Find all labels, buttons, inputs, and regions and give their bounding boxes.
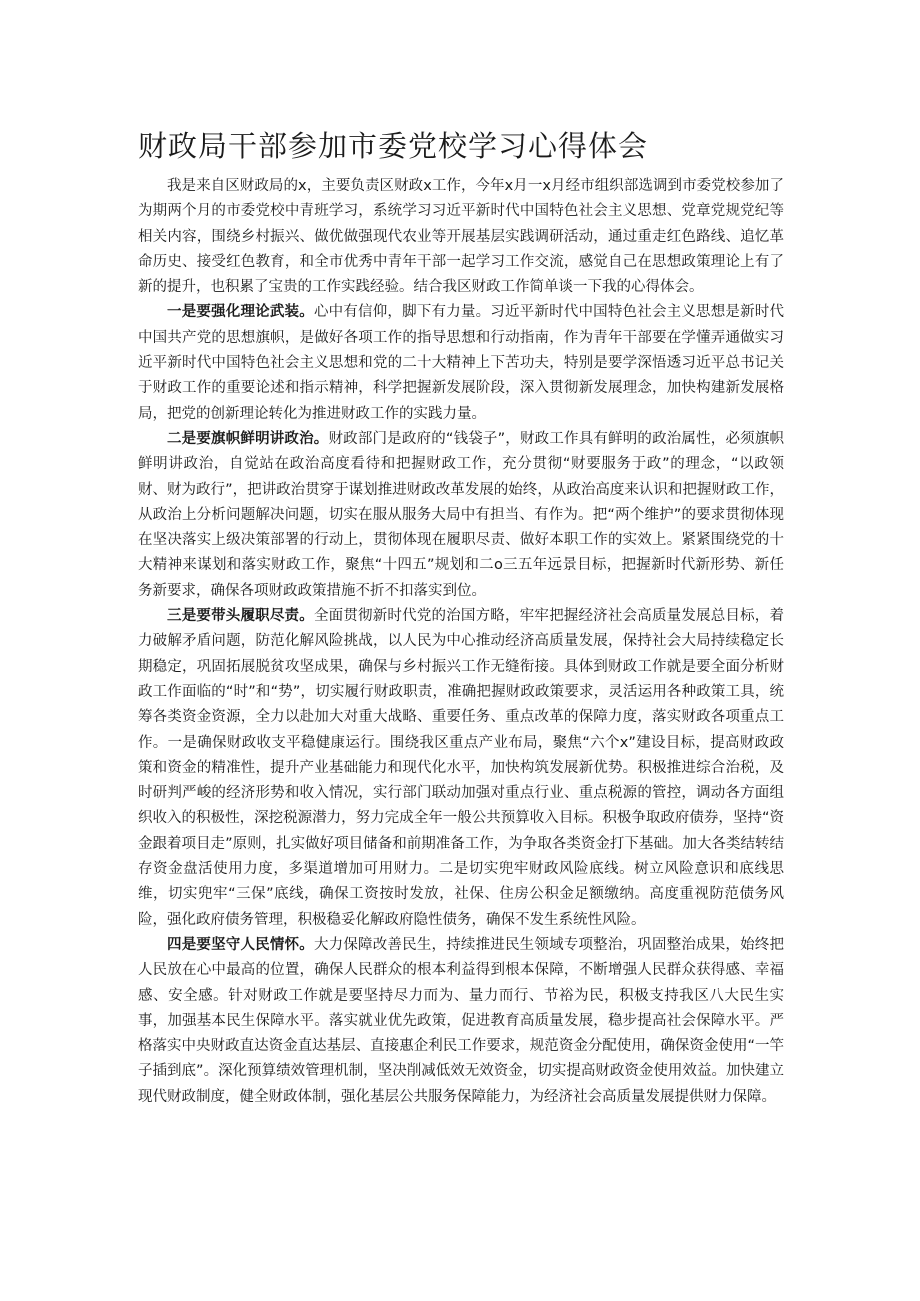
intro-paragraph: 我是来自区财政局的x，主要负责区财政x工作，今年x月一x月经市组织部选调到市委党校参加了为期两个月的市委党校中青班学习，系统学习习近平新时代中国特色社会主义思想、党章党规党纪等相关内容，围绕乡村振兴、做优做强现代农业等开展基层实践调研活动，通过重走红色路线、追忆革命历史、接受红色教育，和全市优秀中青年干部一起学习工作交流，感觉自己在思想政策理论上有了新的提升，也积累了宝贵的工作实践经验。结合我区财政工作简单谈一下我的心得体会。 — [138, 178, 784, 296]
section-paragraph-1 — [138, 300, 784, 426]
section-text-3: 全面贯彻新时代党的治国方略，牢牢把握经济社会高质量发展总目标，着力破解矛盾问题，防范化解风险挑战，以人民为中心推动经济高质量发展，保持社会大局持续稳定长期稳定，巩固拓展脱贫攻坚成果，确保与乡村振兴工作无缝衔接。具体到财政工作就是要全面分析财政工作面临的“时”和“势”，切实履行财政职责，准确把握财政政策要求，灵活运用各种政策工具，统筹各类资金资源，全力以赴加大对重大战略、重要任务、重点改革的保障力度，落实财政各项重点工作。一是确保财政收支平稳健康运行。围绕我区重点产业布局，聚焦“六个x”建设目标，提高财政政策和资金的精准性，提升产业基础能力和现代化水平，加快构筑发展新优势。积极推进综合治税，及时研判严峻的经济形势和收入情况，实行部门联动加强对重点行业、重点税源的管控，调动各方面组织收入的积极性，深挖税源潜力，努力完成全年一般公共预算收入目标。积极争取政府债券，坚持“资金跟着项目走”原则，扎实做好项目储备和前期准备工作，为争取各类资金打下基础。加大各类结转结存资金盘活使用力度，多渠道增加可用财力。二是切实兜牢财政风险底线。树立风险意识和底线思维，切实兜牢“三保”底线，确保工资按时发放，社保、住房公积金足额缴纳。高度重视防范债务风险，强化政府债务管理，积极稳妥化解政府隐性债务，确保不发生系统性风险。 — [138, 608, 784, 928]
section-heading-3: 三是要带头履职尽责。 — [167, 608, 314, 625]
section-heading-2: 二是要旗帜鲜明讲政治。 — [167, 430, 329, 447]
section-paragraph-2 — [138, 427, 784, 604]
section-text-2: 财政部门是政府的“钱袋子”，财政工作具有鲜明的政治属性，必须旗帜鲜明讲政治，自觉站在政治高度看待和把握财政工作，充分贯彻“财要服务于政”的理念，“以政领财、财为政行”，把讲政治贯穿于谋划推进财政改革发展的始终，从政治高度来认识和把握财政工作，从政治上分析问题解决问题，切实在服从服务大局中有担当、有作为。把“两个维护”的要求贯彻体现在坚决落实上级决策部署的行动上，贯彻体现在履职尽责、做好本职工作的实效上。紧紧围绕党的十大精神来谋划和落实财政工作，聚焦“十四五”规划和二o三五年远景目标，把握新时代新形势、新任务新要求，确保各项财政政策措施不折不扣落实到位。 — [138, 430, 785, 599]
section-text-4: 大力保障改善民生，持续推进民生领域专项整治，巩固整治成果，始终把人民放在心中最高的位置，确保人民群众的根本利益得到根本保障，不断增强人民群众获得感、幸福感、安全感。针对财政工作就是要坚持尽力而为、量力而行、节裕为民，积极支持我区八大民生实事，加强基本民生保障水平。落实就业优先政策，促进教育高质量发展，稳步提高社会保障水平。严格落实中央财政直达资金直达基层、直接惠企利民工作要求，规范资金分配使用，确保资金使用“一竿子插到底”。深化预算绩效管理机制，坚决削减低效无效资金，切实提高财政资金使用效益。加快建立现代财政制度，健全财政体制，强化基层公共服务保障能力，为经济社会高质量发展提供财力保障。 — [138, 936, 784, 1105]
section-text-1: 心中有信仰，脚下有力量。习近平新时代中国特色社会主义思想是新时代中国共产党的思想旗帜，是做好各项工作的指导思想和行动指南，作为青年干部要在学懂弄通做实习近平新时代中国特色社会主义思想和党的二十大精神上下苦功夫，特别是要学深悟透习近平总书记关于财政工作的重要论述和指示精神，科学把握新发展阶段，深入贯彻新发展理念，加快构建新发展格局，把党的创新理论转化为推进财政工作的实践力量。 — [138, 304, 784, 422]
section-paragraph-4 — [138, 933, 784, 1110]
document-title: 财政局干部参加市委党校学习心得体会 — [138, 129, 649, 163]
section-heading-4: 四是要坚守人民情怀。 — [167, 936, 314, 953]
section-paragraph-3 — [138, 604, 784, 933]
section-heading-1: 一是要强化理论武装。 — [167, 304, 314, 321]
document-body — [138, 174, 784, 1110]
